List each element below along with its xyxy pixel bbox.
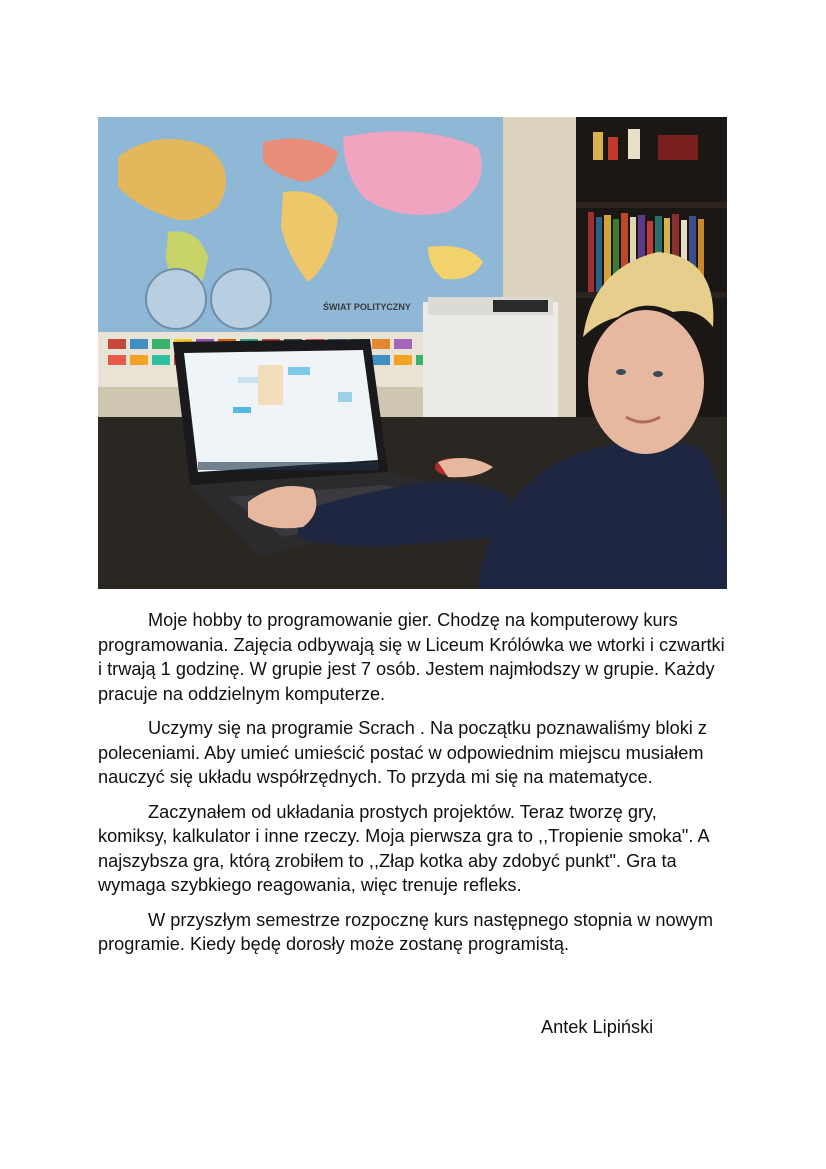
- article-body: [98, 608, 728, 967]
- photo-boy-at-laptop: [98, 117, 727, 589]
- face: [588, 310, 704, 454]
- paragraph: Zaczynałem od układania prostych projektów. Teraz tworzę gry, komiksy, kalkulator i inne rzeczy. Moja pierwsza gra to ,,Tropienie smoka". A najszybsza gra, którą zrobiłem to ,,Złap kotka aby zdobyć punkt". Gra ta wymaga szybkiego reagowania, więc trenuje refleks.: [98, 801, 709, 895]
- paragraph: Uczymy się na programie Scrach . Na początku poznawaliśmy bloki z poleceniami. Aby umieć umieścić postać w odpowiednim miejscu musiałem nauczyć się układu współrzędnych. To przyda mi się na matematyce.: [98, 718, 707, 787]
- map-title: ŚWIAT POLITYCZNY: [323, 302, 411, 312]
- paragraph: Moje hobby to programowanie gier. Chodzę na komputerowy kurs programowania. Zajęcia odbywają się w Liceum Królówka we wtorki i czwartki i trwają 1 godzinę. W grupie jest 7 osób. Jestem najmłodszy w grupie. Każdy pracuje na oddzielnym komputerze.: [98, 610, 725, 704]
- author-signature: Antek Lipiński: [541, 1017, 654, 1037]
- photo-illustration: [98, 117, 727, 589]
- paragraph: W przyszłym semestrze rozpocznę kurs następnego stopnia w nowym programie. Kiedy będę dorosły może zostanę programistą.: [98, 909, 714, 954]
